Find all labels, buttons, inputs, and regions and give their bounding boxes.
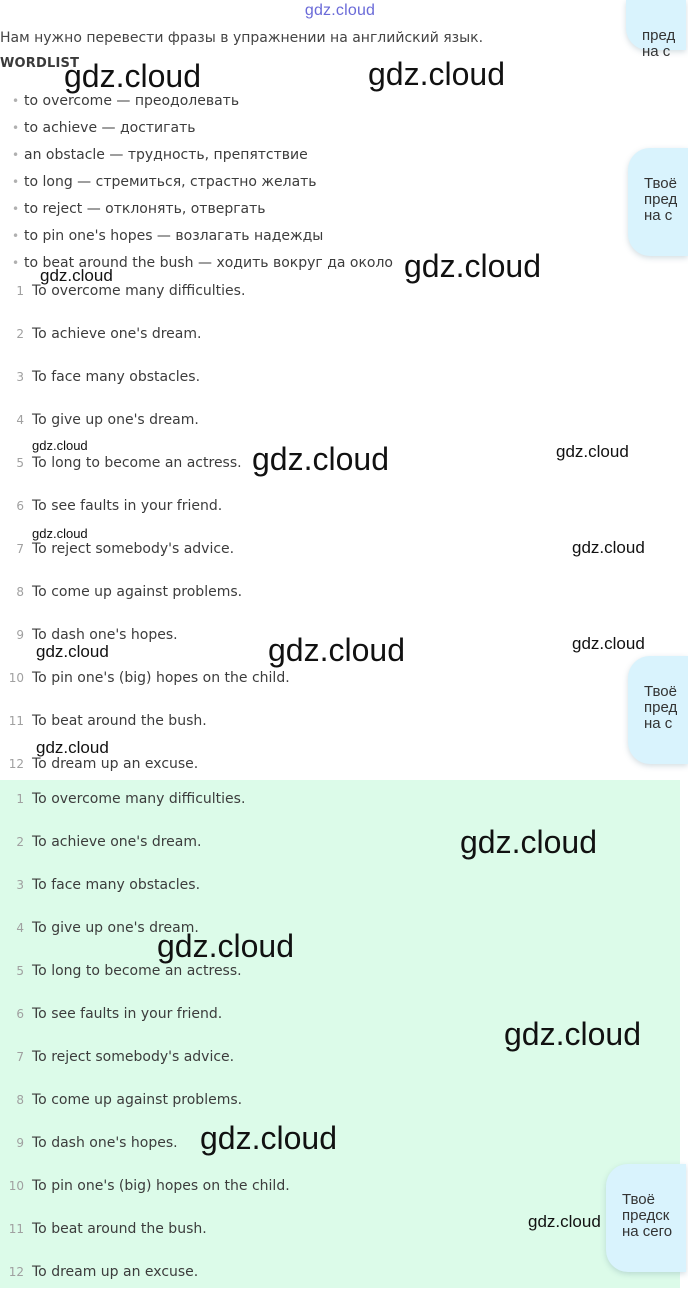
watermark: gdz.cloud — [32, 526, 88, 541]
side-bubble[interactable]: Твоё пред на с — [628, 148, 688, 256]
watermark: gdz.cloud — [528, 1212, 601, 1231]
watermark: gdz.cloud — [157, 928, 294, 964]
wordlist-item: • to overcome — преодолевать — [12, 90, 393, 117]
watermark: gdz.cloud — [268, 632, 405, 668]
bullet-icon: • — [12, 94, 20, 108]
answer-item: 8 To come up against problems. — [16, 1092, 243, 1108]
watermark: gdz.cloud — [572, 634, 645, 653]
wordlist-item: • an obstacle — трудность, препятствие — [12, 144, 393, 171]
answer-item: 11 To beat around the bush. — [8, 1221, 207, 1237]
answer-item: 12 To dream up an excuse. — [8, 1264, 199, 1280]
watermark: gdz.cloud — [504, 1016, 641, 1052]
side-bubble[interactable]: Твоё пред на с — [628, 656, 688, 764]
wordlist-item: • to long — стремиться, страстно желать — [12, 171, 393, 198]
wordlist-item: • to pin one's hopes — возлагать надежды — [12, 225, 393, 252]
answer-item: 5 To long to become an actress. — [16, 963, 242, 979]
phrase-item: 2 To achieve one's dream. — [16, 326, 202, 342]
bullet-icon: • — [12, 175, 20, 189]
phrase-item: 11 To beat around the bush. — [8, 713, 207, 729]
answer-item: 7 To reject somebody's advice. — [16, 1049, 235, 1065]
phrase-item: 12 To dream up an excuse. — [8, 756, 199, 772]
watermark: gdz.cloud — [32, 438, 88, 453]
wordlist-item: • to beat around the bush — ходить вокруг да около — [12, 252, 393, 279]
phrase-item: 10 To pin one's (big) hopes on the child. — [8, 670, 290, 686]
bullet-icon: • — [12, 148, 20, 162]
watermark: gdz.cloud — [556, 442, 629, 461]
watermark: gdz.cloud — [36, 642, 109, 661]
side-bubble[interactable]: пред на с — [626, 0, 686, 50]
answer-item: 1 To overcome many difficulties. — [16, 791, 246, 807]
watermark: gdz.cloud — [252, 441, 389, 477]
bullet-icon: • — [12, 121, 20, 135]
watermark: gdz.cloud — [200, 1120, 337, 1156]
watermark: gdz.cloud — [404, 248, 541, 284]
bullet-icon: • — [12, 256, 20, 270]
site-header-mark[interactable]: gdz.cloud — [304, 2, 376, 19]
phrase-item: 7 To reject somebody's advice. — [16, 541, 235, 557]
phrase-item: 4 To give up one's dream. — [16, 412, 199, 428]
phrase-item: 1 To overcome many difficulties. — [16, 283, 246, 299]
phrase-item: 3 To face many obstacles. — [16, 369, 201, 385]
answer-item: 3 To face many obstacles. — [16, 877, 201, 893]
watermark: gdz.cloud — [460, 824, 597, 860]
answer-item: 6 To see faults in your friend. — [16, 1006, 223, 1022]
wordlist-item: • to reject — отклонять, отвергать — [12, 198, 393, 225]
answer-item: 2 To achieve one's dream. — [16, 834, 202, 850]
answer-item: 4 To give up one's dream. — [16, 920, 199, 936]
answer-item: 10 To pin one's (big) hopes on the child. — [8, 1178, 290, 1194]
watermark: gdz.cloud — [36, 738, 109, 757]
wordlist-title: WORDLIST — [0, 56, 80, 71]
answer-item: 9 To dash one's hopes. — [16, 1135, 178, 1151]
wordlist — [12, 90, 393, 279]
wordlist-item: • to achieve — достигать — [12, 117, 393, 144]
phrase-item: 6 To see faults in your friend. — [16, 498, 223, 514]
watermark: gdz.cloud — [368, 56, 505, 92]
phrase-item: 9 To dash one's hopes. — [16, 627, 178, 643]
watermark: gdz.cloud — [40, 266, 113, 285]
bullet-icon: • — [12, 229, 20, 243]
bullet-icon: • — [12, 202, 20, 216]
watermark: gdz.cloud — [64, 58, 201, 94]
intro-text: Нам нужно перевести фразы в упражнении на английский язык. — [0, 30, 484, 46]
phrase-item: 5 To long to become an actress. — [16, 455, 242, 471]
phrase-item: 8 To come up against problems. — [16, 584, 243, 600]
side-bubble[interactable]: Твоё предск на сего — [606, 1164, 686, 1272]
watermark: gdz.cloud — [572, 538, 645, 557]
